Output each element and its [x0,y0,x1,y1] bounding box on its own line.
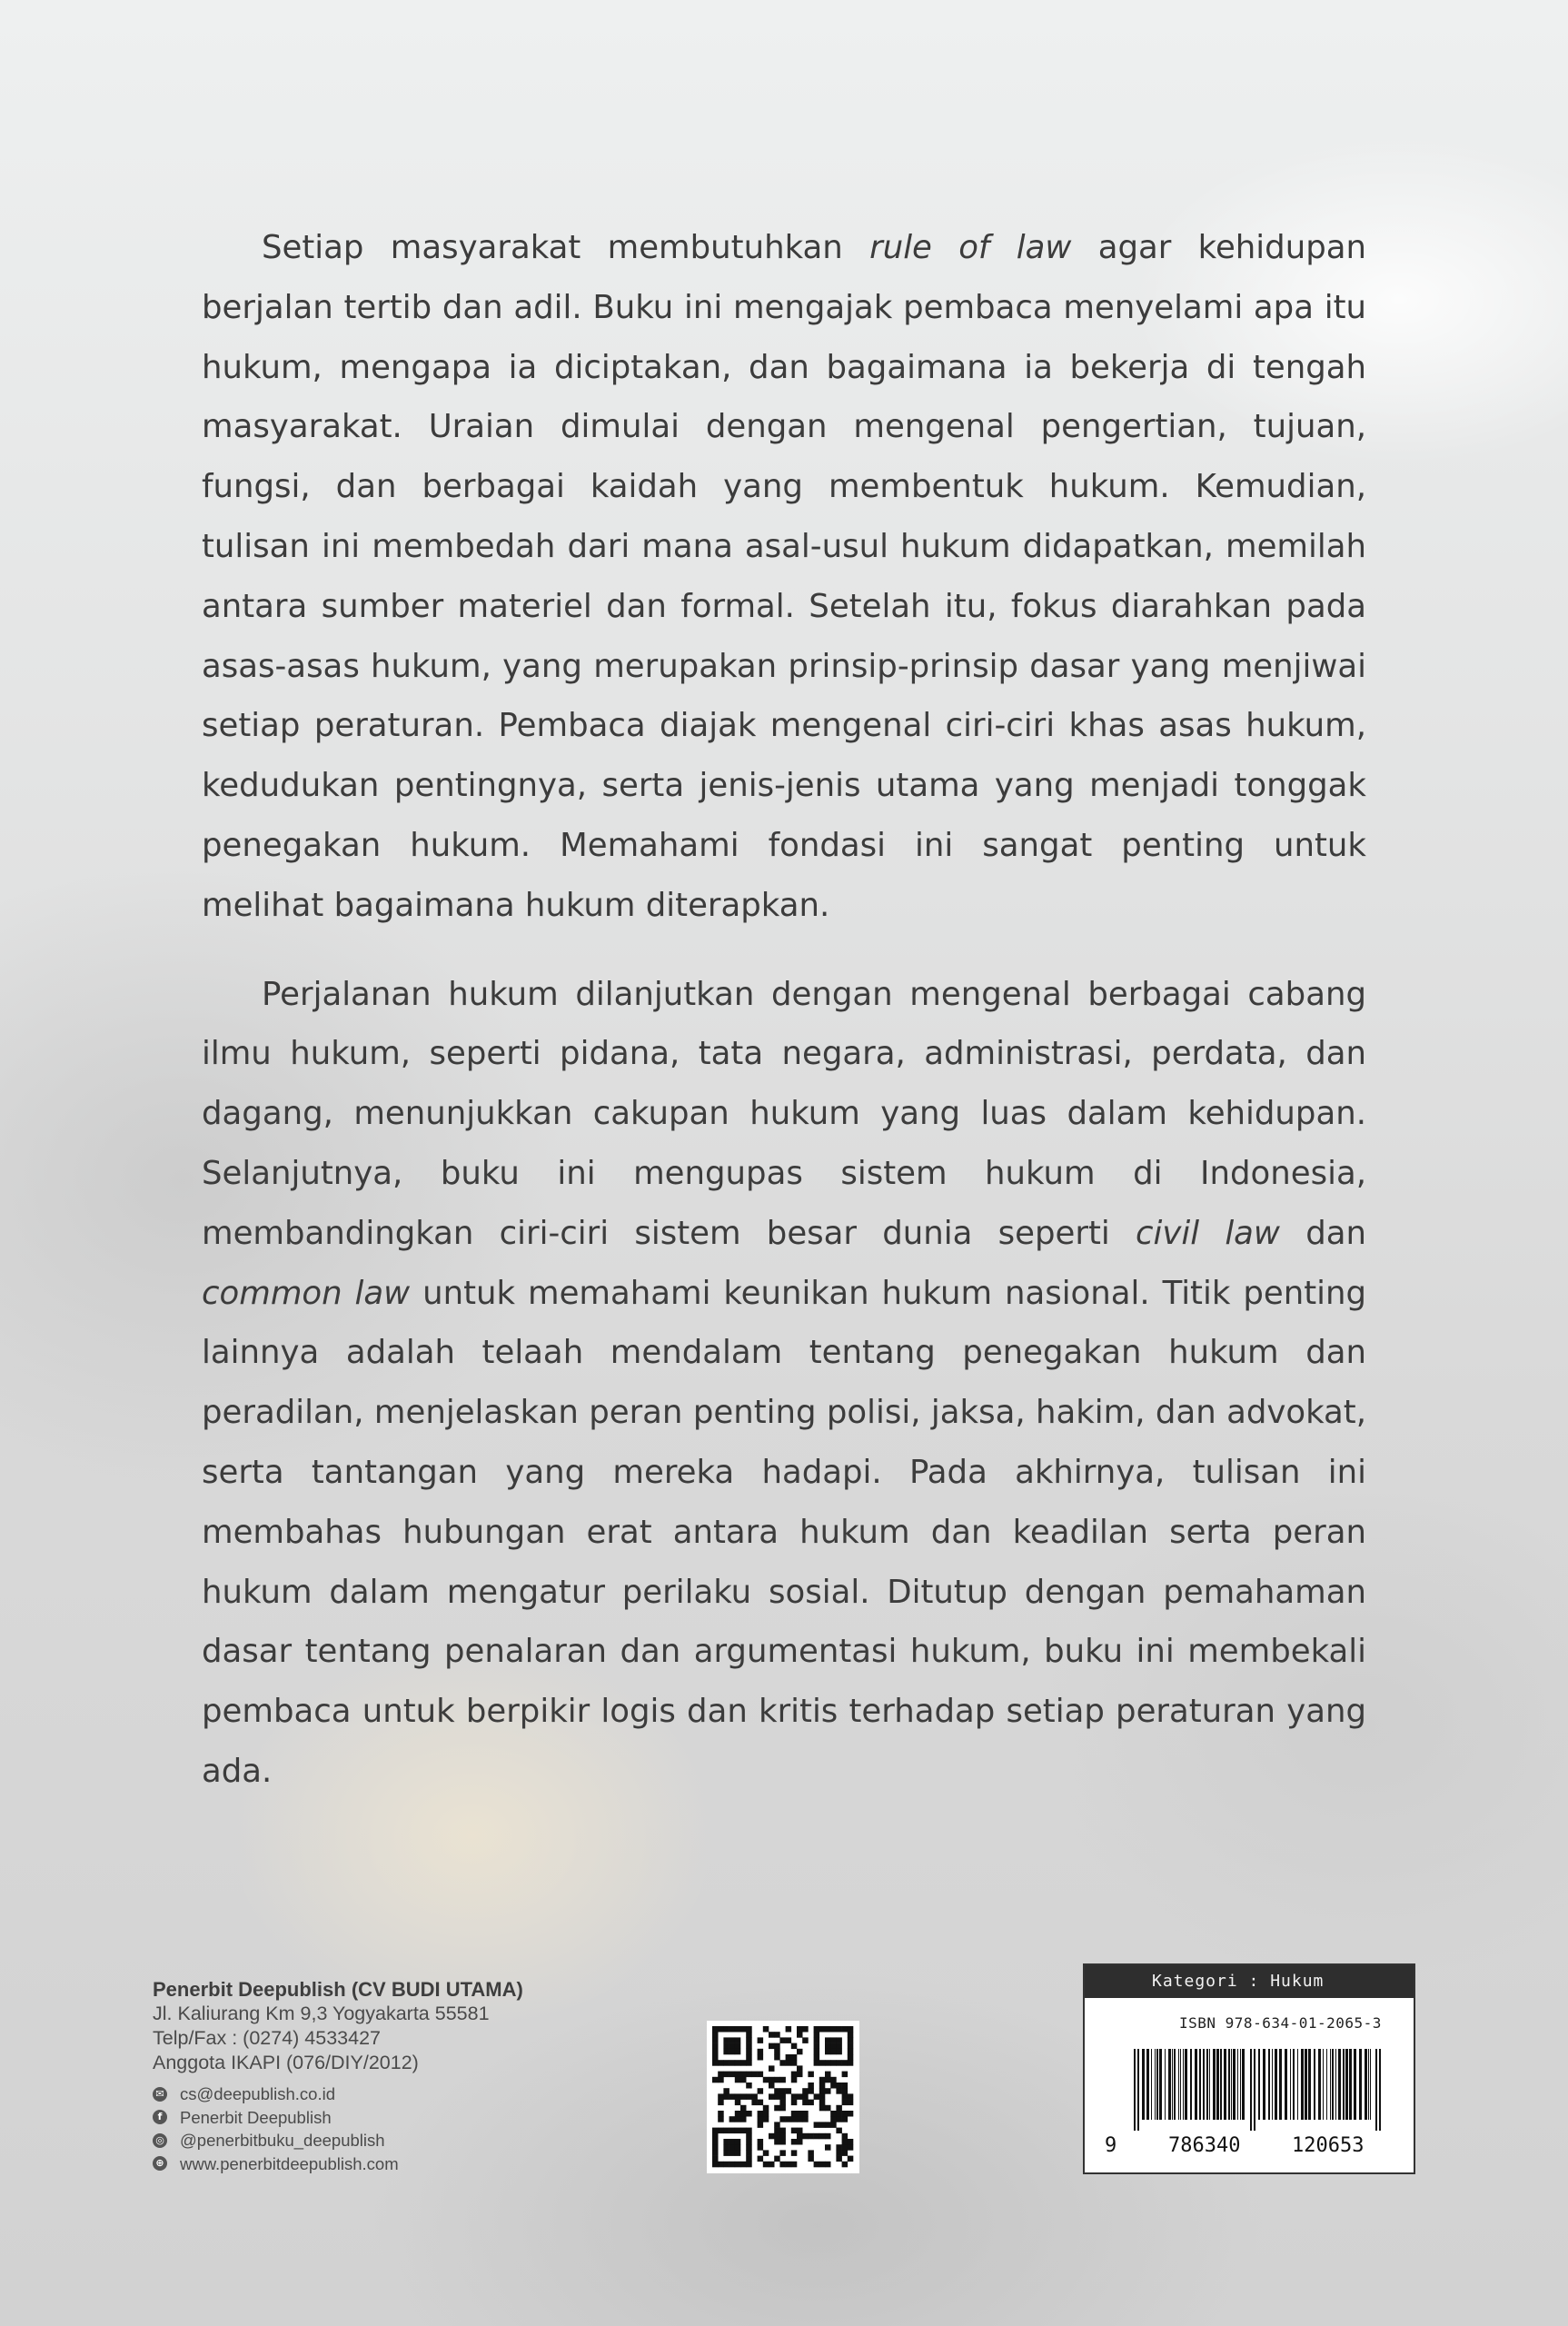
publisher-phone: Telp/Fax : (0274) 4533427 [153,2027,381,2049]
isbn-number: ISBN 978-634-01-2065-3 [1179,2014,1382,2032]
globe-icon: ⊕ [153,2156,167,2171]
contact-website-text: www.penerbitdeepublish.com [180,2153,399,2173]
italic-term: civil law [1135,1214,1280,1252]
italic-term: rule of law [869,229,1072,266]
publisher-address: Jl. Kaliurang Km 9,3 Yogyakarta 55581 [153,2003,490,2024]
instagram-icon: ◎ [153,2133,167,2148]
contact-instagram-text: @penerbitbuku_deepublish [180,2131,385,2150]
synopsis-paragraph-1: Setiap masyarakat membutuhkan rule of law agar kehidupan berjalan tertib dan adil. Buku ini mengajak pembaca menyelami apa itu hukum, mengapa ia diciptakan, dan bagaimana ia bekerja di tengah masyarakat. Uraian dimulai dengan mengenal pengertian, tujuan, fungsi, dan berbagai kaidah yang membentuk hukum. Kemudian, tulisan ini membedah dari mana asal-usul hukum didapatkan, memilah antara sumber materiel dan formal. Setelah itu, fokus diarahkan pada asas-asas hukum, yang merupakan prinsip-prinsip dasar yang menjiwai setiap peraturan. Pembaca diajak mengenal ciri-ciri khas asas hukum, kedudukan pentingnya, serta jenis-jenis utama yang menjadi tonggak penegakan hukum. Memahami fondasi ini sangat penting untuk melihat bagaimana hukum diterapkan. [202,229,1366,924]
barcode-digit-group-2: 120653 [1292,2134,1365,2157]
qr-code-icon [707,2021,859,2173]
publisher-membership: Anggota IKAPI (076/DIY/2012) [153,2052,419,2073]
synopsis-paragraph-2: Perjalanan hukum dilanjutkan dengan mengenal berbagai cabang ilmu hukum, seperti pidana, tata negara, administrasi, perdata, dan dagang, menunjukkan cakupan hukum yang luas dalam kehidupan. Selanjutnya, buku ini mengupas sistem hukum di Indonesia, membandingkan ciri-ciri sistem besar dunia seperti civil law dan common law untuk memahami keunikan hukum nasional. Titik penting lainnya adalah telaah mendalam tentang penegakan hukum dan peradilan, menjelaskan peran penting polisi, jaksa, hakim, dan advokat, serta tantangan yang mereka hadapi. Pada akhirnya, tulisan ini membahas hubungan erat antara hukum dan keadilan serta peran hukum dalam mengatur perilaku sosial. Ditutup dengan pemahaman dasar tentang penalaran dan argumentasi hukum, buku ini membekali pembaca untuk berpikir logis dan kritis terhadap setiap peraturan yang ada. [202,975,1367,1790]
facebook-icon: f [153,2110,167,2124]
contact-instagram [153,2129,523,2152]
publisher-name: Penerbit Deepublish (CV BUDI UTAMA) [153,1978,523,2001]
category-label: Kategori : Hukum [1085,1965,1414,1998]
contact-website [153,2152,523,2176]
synopsis [202,218,1366,1802]
publisher-info [153,1977,523,2175]
publisher-contacts [153,2082,523,2175]
contact-email-text: cs@deepublish.co.id [180,2084,335,2103]
contact-email [153,2082,523,2106]
qr-code [707,2021,859,2173]
italic-term: common law [202,1274,411,1312]
barcode-digit-prefix: 9 [1105,2134,1117,2157]
barcode-icon [1134,2049,1397,2131]
isbn-barcode-box [1083,1963,1415,2174]
barcode-digit-group-1: 786340 [1168,2134,1241,2157]
contact-facebook-text: Penerbit Deepublish [180,2107,332,2127]
email-icon: ✉ [153,2087,167,2102]
contact-facebook [153,2106,523,2130]
